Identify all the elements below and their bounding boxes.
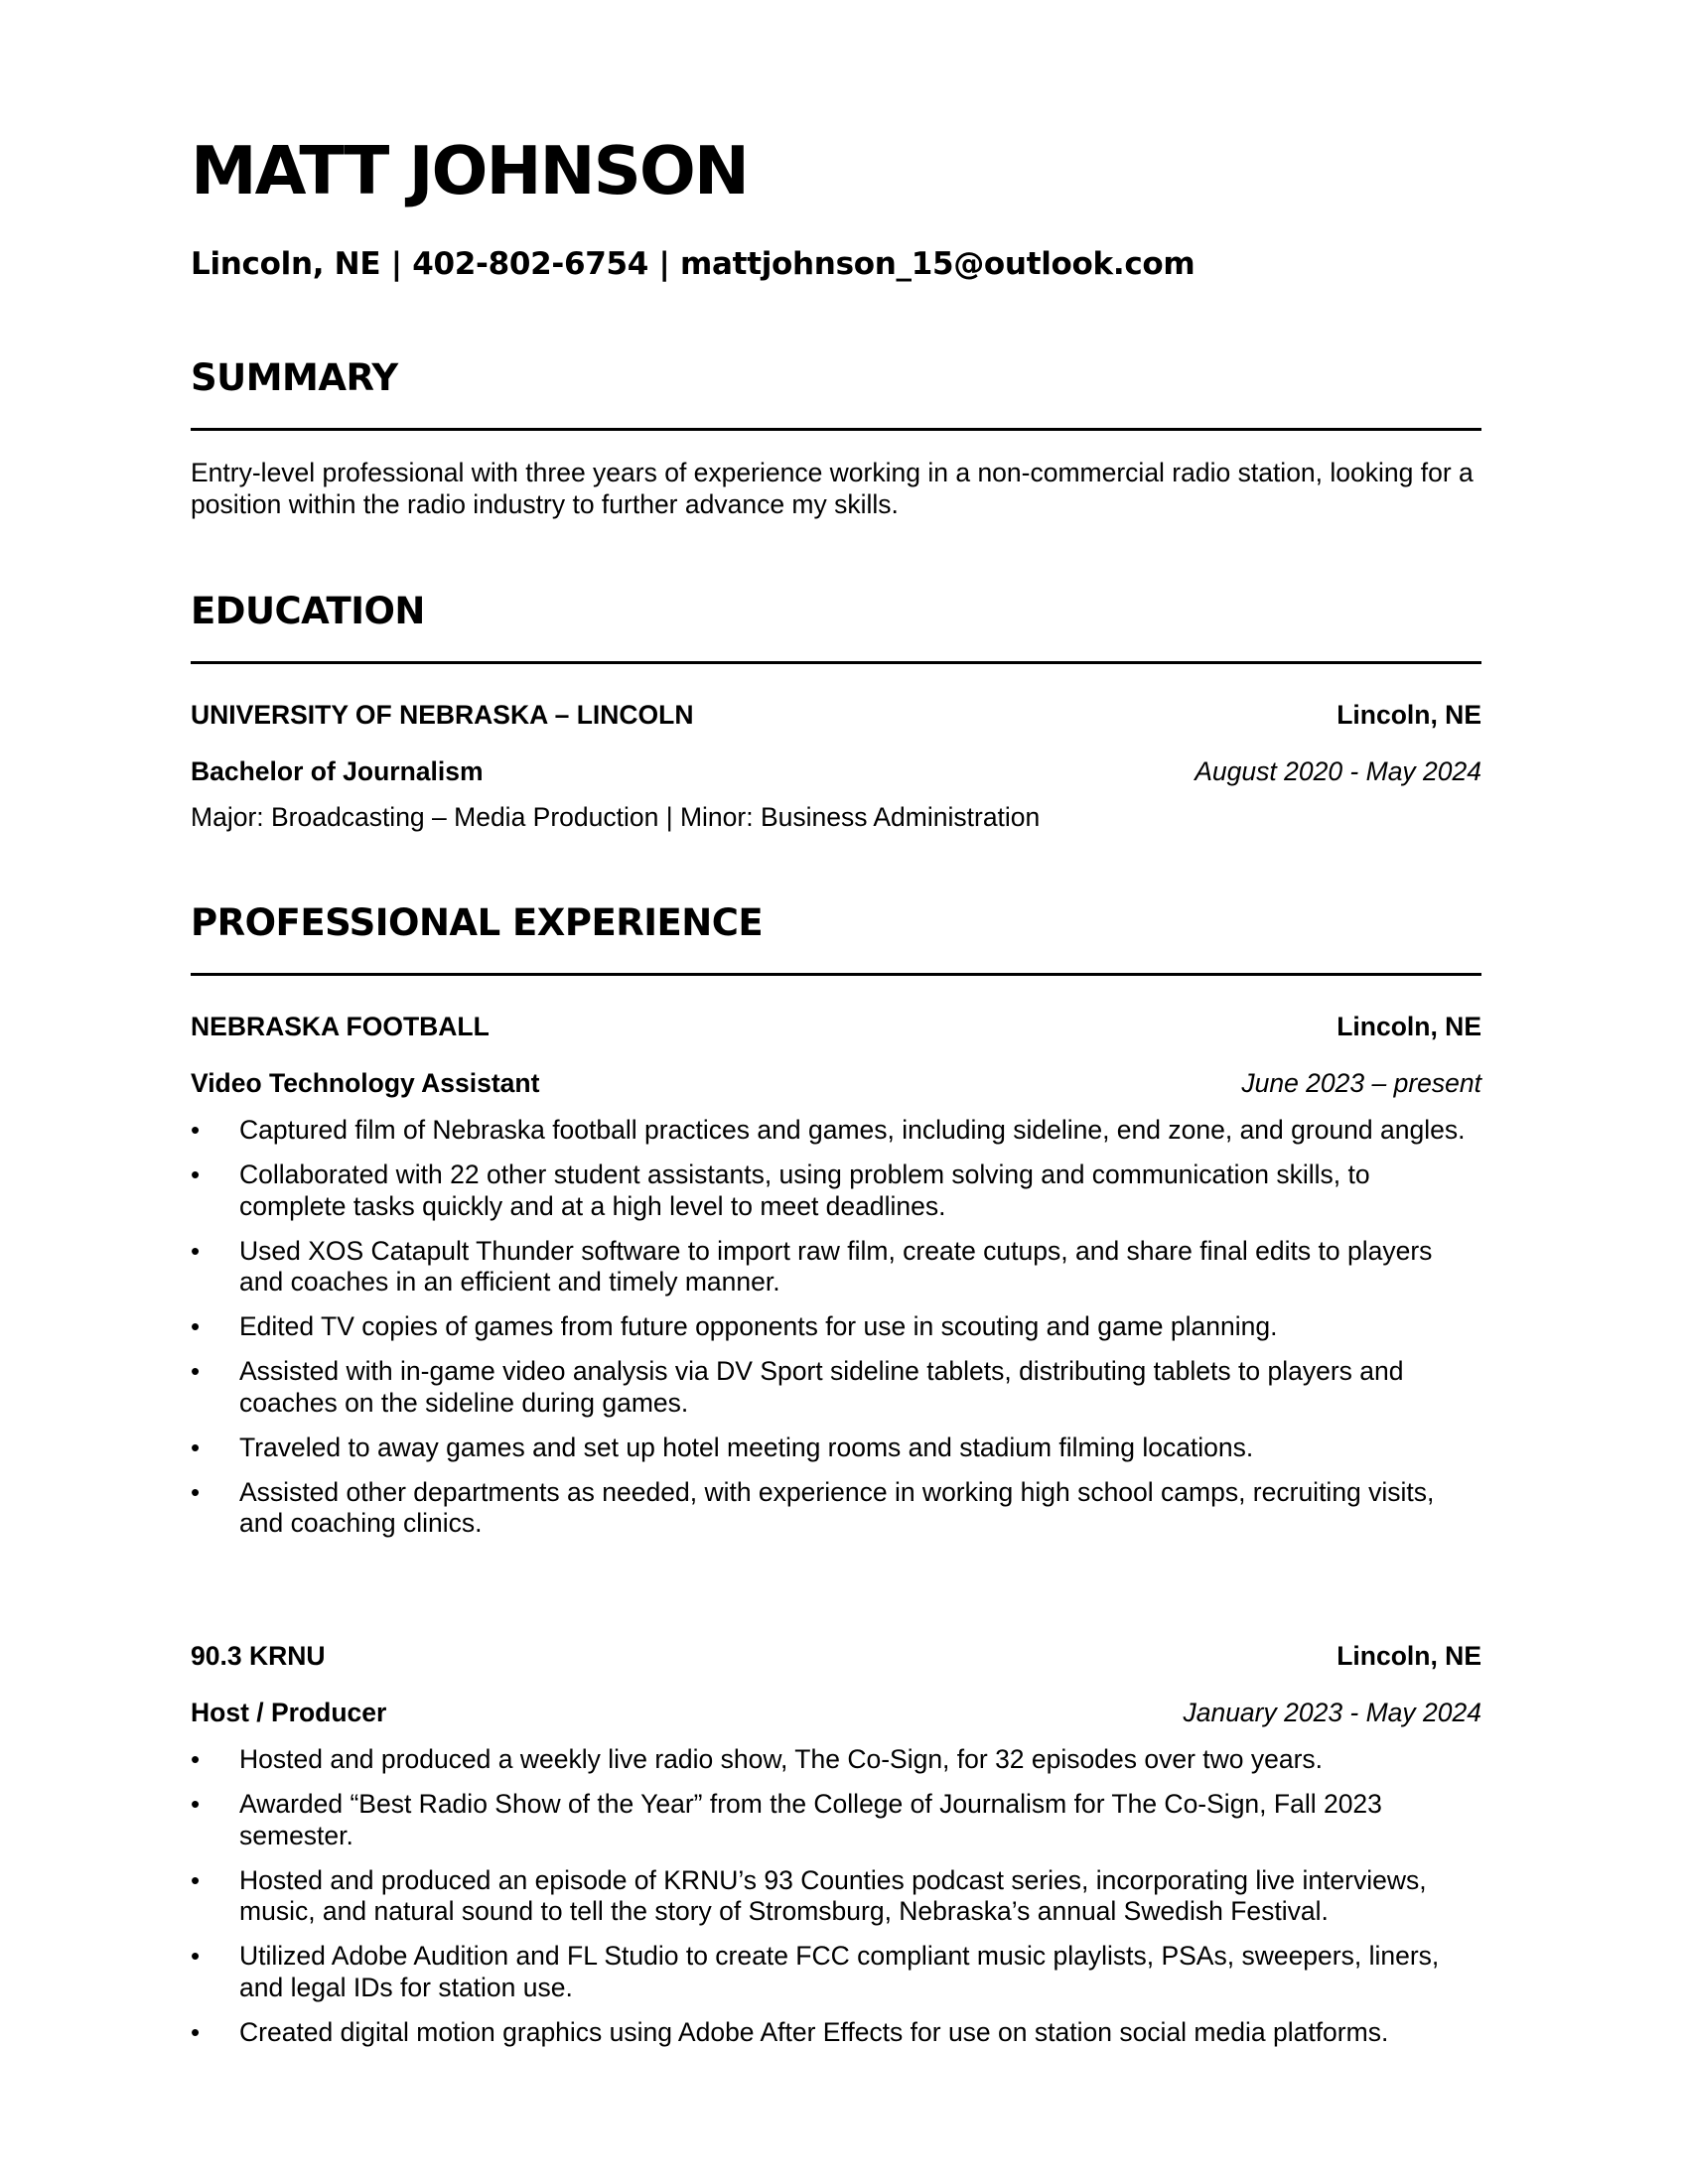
job-bullet: • Hosted and produced an episode of KRNU’s 93 Counties podcast series, incorporating live interviews, music, and natural sound to tell the story of Stromsburg, Nebraska’s annual Swedish Festival. xyxy=(191,1865,1481,1928)
education-heading: EDUCATION xyxy=(191,590,425,632)
job-title-row xyxy=(191,1066,1481,1100)
education-details: Major: Broadcasting – Media Production | Minor: Business Administration xyxy=(191,802,1041,832)
summary-text: Entry-level professional with three years of experience working in a non-commercial radio station, looking for a position within the radio industry to further advance my skills. xyxy=(191,458,1474,519)
education-dates: August 2020 - May 2024 xyxy=(1195,756,1481,786)
job-bullet: • Captured film of Nebraska football practices and games, including sideline, end zone, and ground angles. xyxy=(191,1115,1481,1147)
degree-name: Bachelor of Journalism xyxy=(191,756,484,786)
job-title: Video Technology Assistant xyxy=(191,1068,540,1098)
job-bullet-list xyxy=(191,1744,1481,2048)
job-dates: January 2023 - May 2024 xyxy=(1183,1698,1481,1727)
job-bullet-list xyxy=(191,1115,1481,1540)
job-organization: NEBRASKA FOOTBALL xyxy=(191,1012,490,1041)
job-title-row xyxy=(191,1696,1481,1729)
job-bullet: • Collaborated with 22 other student assistants, using problem solving and communication skills, to complete tasks quickly and at a high level to meet deadlines. xyxy=(191,1160,1481,1222)
experience-divider xyxy=(191,973,1481,976)
experience-heading: PROFESSIONAL EXPERIENCE xyxy=(191,901,764,944)
summary-divider xyxy=(191,428,1481,431)
job-bullet: • Utilized Adobe Audition and FL Studio to create FCC compliant music playlists, PSAs, sweepers, liners, and legal IDs for station use. xyxy=(191,1941,1481,2003)
contact-line: Lincoln, NE | 402-802-6754 | mattjohnson_15@outlook.com xyxy=(191,246,1196,282)
job-bullet: • Assisted other departments as needed, with experience in working high school camps, recruiting visits, and coaching clinics. xyxy=(191,1477,1481,1540)
education-school-row xyxy=(191,698,1481,732)
job-org-row xyxy=(191,1639,1481,1673)
job-bullet: • Hosted and produced a weekly live radio show, The Co-Sign, for 32 episodes over two years. xyxy=(191,1744,1481,1776)
job-location: Lincoln, NE xyxy=(1336,1012,1481,1041)
job-bullet: • Traveled to away games and set up hotel meeting rooms and stadium filming locations. xyxy=(191,1433,1481,1464)
job-organization: 90.3 KRNU xyxy=(191,1641,326,1671)
job-org-row xyxy=(191,1010,1481,1043)
job-location: Lincoln, NE xyxy=(1336,1641,1481,1671)
education-degree-row xyxy=(191,754,1481,788)
job-bullet: • Used XOS Catapult Thunder software to import raw film, create cutups, and share final edits to players and coaches in an efficient and timely manner. xyxy=(191,1236,1481,1298)
job-bullet: • Awarded “Best Radio Show of the Year” from the College of Journalism for The Co-Sign, Fall 2023 semester. xyxy=(191,1789,1481,1851)
school-name: UNIVERSITY OF NEBRASKA – LINCOLN xyxy=(191,700,694,730)
summary-heading: SUMMARY xyxy=(191,356,398,399)
job-bullet: • Created digital motion graphics using Adobe After Effects for use on station social media platforms. xyxy=(191,2017,1481,2049)
education-details-row xyxy=(191,800,1481,834)
candidate-name: MATT JOHNSON xyxy=(191,132,748,209)
school-location: Lincoln, NE xyxy=(1336,700,1481,730)
job-title: Host / Producer xyxy=(191,1698,387,1727)
job-dates: June 2023 – present xyxy=(1241,1068,1481,1098)
job-bullet: • Assisted with in-game video analysis via DV Sport sideline tablets, distributing tablets to players and coaches on the sideline during games. xyxy=(191,1356,1481,1419)
job-bullet: • Edited TV copies of games from future opponents for use in scouting and game planning. xyxy=(191,1311,1481,1343)
education-divider xyxy=(191,661,1481,664)
